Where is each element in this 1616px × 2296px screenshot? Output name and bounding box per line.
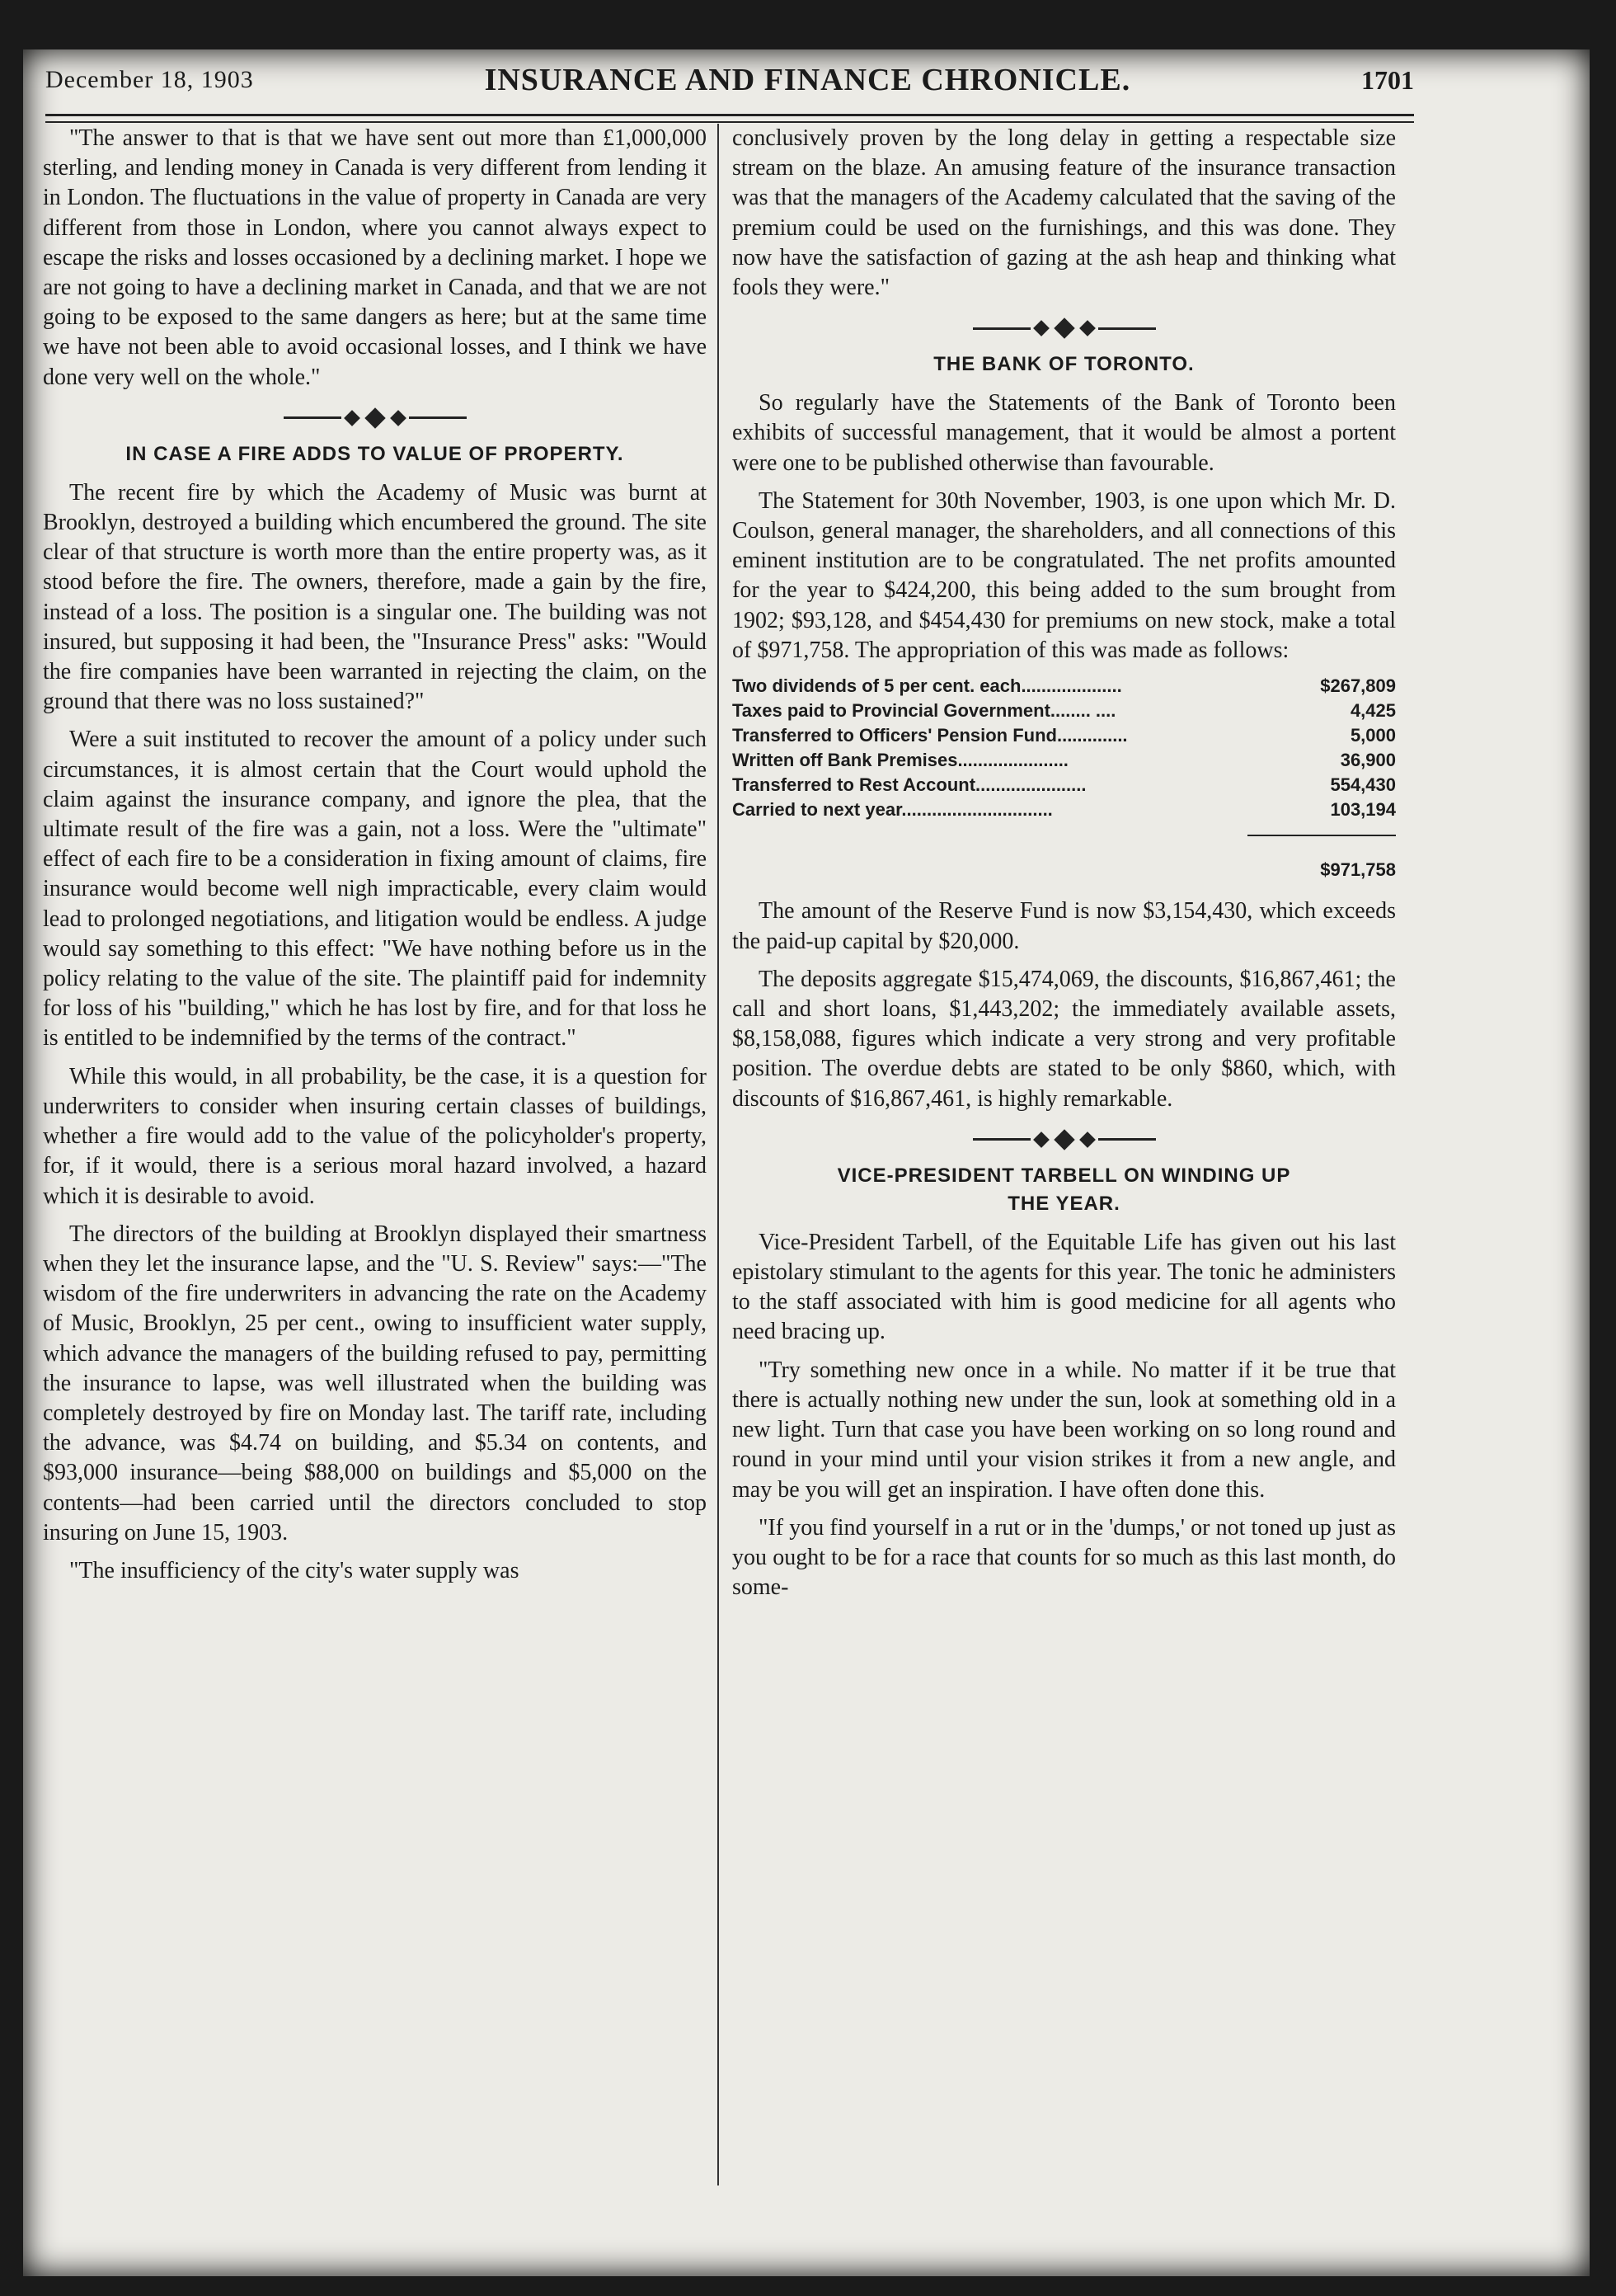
quote-continuation: "The answer to that is that we have sent out more than £1,000,000 sterling, and lending money in Canada is very different from lending it in London. The fluctuations in the value of property in Canada are very different from those in London, where you cannot always expect to escape the risks and losses occasioned by a declining market. I hope we are not going to have a declining market in Canada, and that we are not going to be exposed to the same dangers as here; but at the same time we have not been able to avoid occasional losses, and I think we have done very well on the whole." xyxy=(43,125,707,390)
bank-paragraph: The Statement for 30th November, 1903, is one upon which Mr. D. Coulson, general manager, the shareholders, and all connections of this eminent institution are to be congratulated. The net profits amounted for the year to $424,200, this being added to the sum brought from 1902; $93,128, and $454,430 for premiums on new stock, make a total of $971,758. The appropriation of this was made as follows: xyxy=(732,487,1396,663)
section-ornament xyxy=(732,1132,1396,1147)
fire-paragraph: The recent fire by which the Academy of Music was burnt at Brooklyn, destroyed a building which encumbered the ground. The site clear of that structure is worth more than the entire property was, as it stood before the fire. The owners, therefore, made a gain by the fire, instead of a loss. The position is a singular one. The building was not insured, but supposing it had been, the "Insurance Press" asks: "Would the fire companies have been warranted in rejecting the claim, on the ground that there was no loss sustained?" xyxy=(43,479,707,715)
right-column xyxy=(732,124,1396,1611)
header-date: December 18, 1903 xyxy=(45,66,254,93)
bank-paragraph: So regularly have the Statements of the Bank of Toronto been exhibits of successful management, that it would be almost a portent were one to be published otherwise than favourable. xyxy=(732,390,1396,476)
bank-article-heading: THE BANK OF TORONTO. xyxy=(933,353,1195,376)
fire-paragraph: Were a suit instituted to recover the amount of a policy under such circumstances, it is almost certain that the Court would uphold the claim against the insurance company, and ignore the plea, that the ultimate result of the fire was a gain, not a loss. Were the "ultimate" effect of each fire to be a consideration in fixing amount of claims, fire insurance would become well nigh impracticable, every claim would lead to prolonged negotiations, and litigation would be endless. A judge would say something to this effect: "We have nothing before us in the policy relating to the value of the site. The plaintiff paid for indemnity for loss of his "building," which he has lost by fire, and for that loss he is entitled to be indemnified by the terms of the contract." xyxy=(43,727,707,1052)
header-rule xyxy=(45,114,1414,123)
table-row: Two dividends of 5 per cent. each.................... $267,809 xyxy=(732,675,1396,697)
table-row: Transferred to Rest Account...................... 554,430 xyxy=(732,774,1396,796)
left-column xyxy=(43,124,707,1594)
tarbell-paragraph: "If you find yourself in a rut or in the 'dumps,' or not toned up just as you ought to be for a race that counts for so much as this last month, do some- xyxy=(732,1514,1396,1601)
section-ornament xyxy=(732,321,1396,336)
publication-title: INSURANCE AND FINANCE CHRONICLE. xyxy=(484,63,1131,97)
heading-line: THE YEAR. xyxy=(1008,1192,1120,1215)
tarbell-paragraph: Vice-President Tarbell, of the Equitable Life has given out his last epistolary stimulant to the agents for this year. The tonic he administers to the staff associated with him is good medicine for all agents who need bracing up. xyxy=(732,1229,1396,1345)
appropriation-table xyxy=(732,674,1396,822)
table-row: Carried to next year.............................. 103,194 xyxy=(732,799,1396,821)
column-divider xyxy=(717,124,719,2185)
bank-paragraph: The amount of the Reserve Fund is now $3,154,430, which exceeds the paid-up capital by $20,000. xyxy=(732,898,1396,954)
fire-article-heading: IN CASE A FIRE ADDS TO VALUE OF PROPERTY. xyxy=(125,442,624,465)
page-header xyxy=(45,51,1414,109)
fire-paragraph: "The insufficiency of the city's water supply was xyxy=(69,1557,519,1583)
fire-continuation: conclusively proven by the long delay in getting a respectable size stream on the blaze. An amusing feature of the insurance transaction was that the managers of the Academy calculated that the saving of the premium could be used on the furnishings, and this was done. They now have the satisfaction of gazing at the ash heap and thinking what fools they were." xyxy=(732,125,1396,301)
table-row: Transferred to Officers' Pension Fund.............. 5,000 xyxy=(732,725,1396,746)
total-value: $971,758 xyxy=(1320,859,1396,881)
bank-paragraph: The deposits aggregate $15,474,069, the discounts, $16,867,461; the call and short loans, $1,443,202; the immediately available assets, $8,158,088, figures which indicate a very strong and very profitable position. The overdue debts are stated to be only $860, which, with discounts of $16,867,461, is highly remarkable. xyxy=(732,966,1396,1112)
tarbell-paragraph: "Try something new once in a while. No matter if it be true that there is actually nothing new under the sun, look at something old in a new light. Turn that case you have been working on so long round and round in your mind until your vision strikes it from a new angle, and may be you will get an inspiration. I have often done this. xyxy=(732,1357,1396,1503)
section-ornament xyxy=(43,411,707,426)
page-number: 1701 xyxy=(1361,64,1414,95)
appropriation-total xyxy=(732,826,1396,885)
table-row: Taxes paid to Provincial Government........ .... 4,425 xyxy=(732,700,1396,722)
heading-line: VICE-PRESIDENT TARBELL ON WINDING UP xyxy=(837,1164,1291,1187)
tarbell-article-heading xyxy=(732,1162,1396,1218)
table-row: Written off Bank Premises...................... 36,900 xyxy=(732,750,1396,771)
fire-paragraph: The directors of the building at Brooklyn displayed their smartness when they let the insurance lapse, and the "U. S. Review" says:—"The wisdom of the fire underwriters in advancing the rate on the Academy of Music, Brooklyn, 25 per cent., owing to insufficient water supply, which advance the managers of the building refused to pay, permitting the insurance to lapse, was well illustrated when the building was completely destroyed by fire on Monday last. The tariff rate, including the advance, was $4.74 on building, and $5.34 on contents, and $93,000 insurance—being $88,000 on buildings and $5,000 on the contents—had been carried until the directors concluded to stop insuring on June 15, 1903. xyxy=(43,1221,707,1546)
fire-paragraph: While this would, in all probability, be the case, it is a question for underwriters to consider when insuring certain classes of buildings, whether a fire would add to the value of the policyholder's property, for, if it would, there is a serious moral hazard involved, a hazard which it is desirable to avoid. xyxy=(43,1063,707,1209)
